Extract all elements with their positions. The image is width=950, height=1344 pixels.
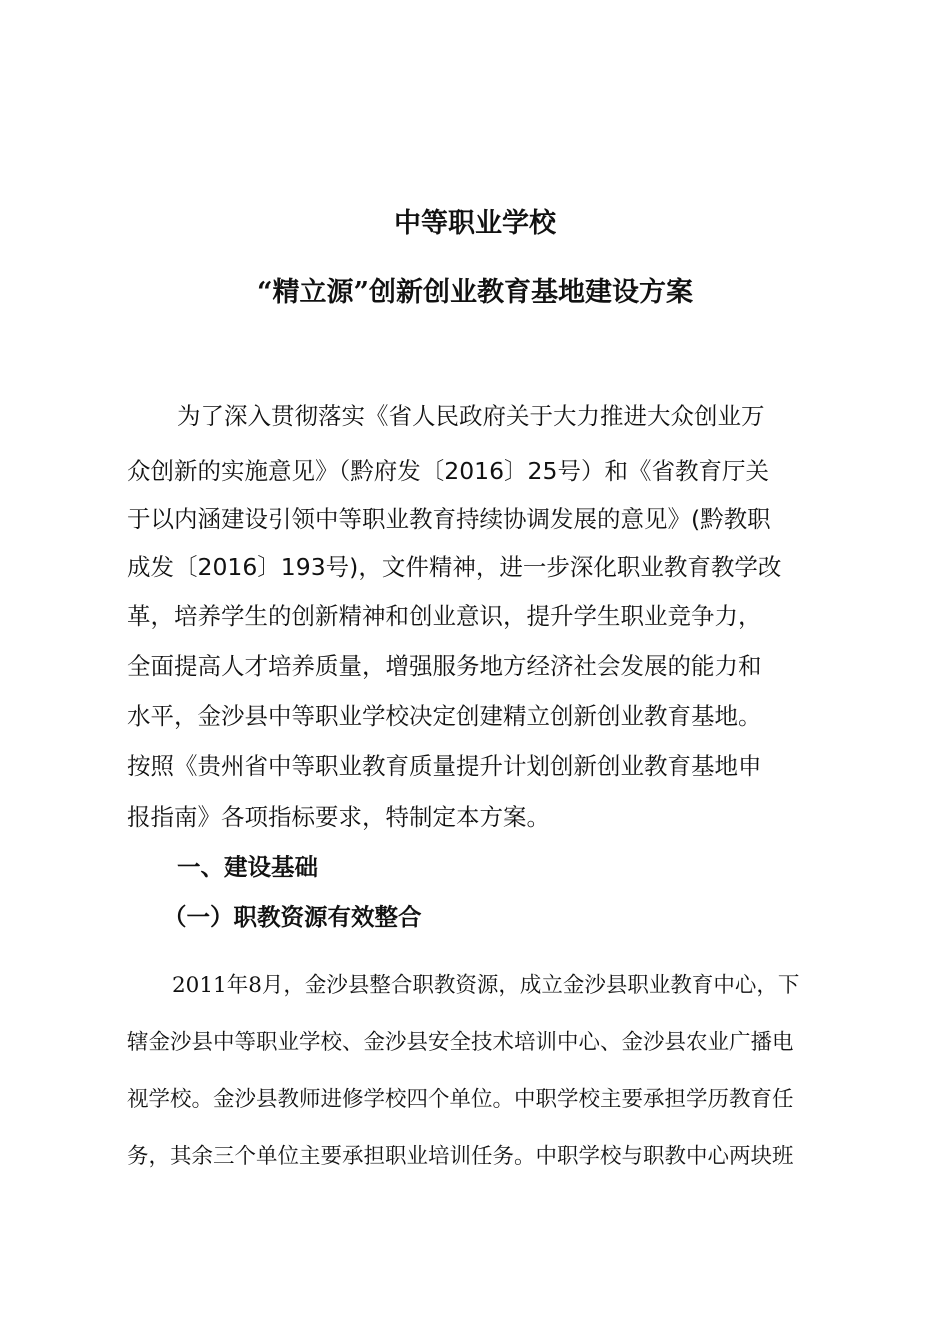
intro-line: 全面提高人才培养质量，增强服务地方经济社会发展的能力和	[127, 652, 762, 680]
intro-line: 众创新的实施意见》（黔府发〔2016〕25号）和《省教育厅关	[127, 457, 769, 485]
section1-line: 辖金沙县中等职业学校、金沙县安全技术培训中心、金沙县农业广播电	[127, 1030, 794, 1055]
intro-line: 革，培养学生的创新精神和创业意识，提升学生职业竞争力，	[127, 602, 762, 630]
intro-line: 成发〔2016〕193号)，文件精神，进一步深化职业教育教学改	[127, 553, 782, 581]
intro-line: 按照《贵州省中等职业教育质量提升计划创新创业教育基地申	[127, 752, 762, 780]
document-title-line-2: “精立源”创新创业教育基地建设方案	[256, 277, 694, 308]
section-heading: 一、建设基础	[177, 853, 318, 881]
intro-line: 于以内涵建设引领中等职业教育持续协调发展的意见》(黔教职	[127, 505, 771, 533]
section1-line: 务，其余三个单位主要承担职业培训任务。中职学校与职教中心两块班	[127, 1144, 794, 1169]
intro-line: 报指南》各项指标要求，特制定本方案。	[127, 803, 550, 831]
intro-line: 为了深入贯彻落实《省人民政府关于大力推进大众创业万	[177, 402, 765, 430]
section1-line: 视学校。金沙县教师进修学校四个单位。中职学校主要承担学历教育任	[127, 1087, 794, 1112]
subsection-heading: （一）职教资源有效整合	[163, 903, 422, 931]
document-title-line-1: 中等职业学校	[394, 208, 556, 239]
section1-line: 2011年8月，金沙县整合职教资源，成立金沙县职业教育中心，下	[172, 973, 800, 998]
intro-line: 水平，金沙县中等职业学校决定创建精立创新创业教育基地。	[127, 702, 762, 730]
